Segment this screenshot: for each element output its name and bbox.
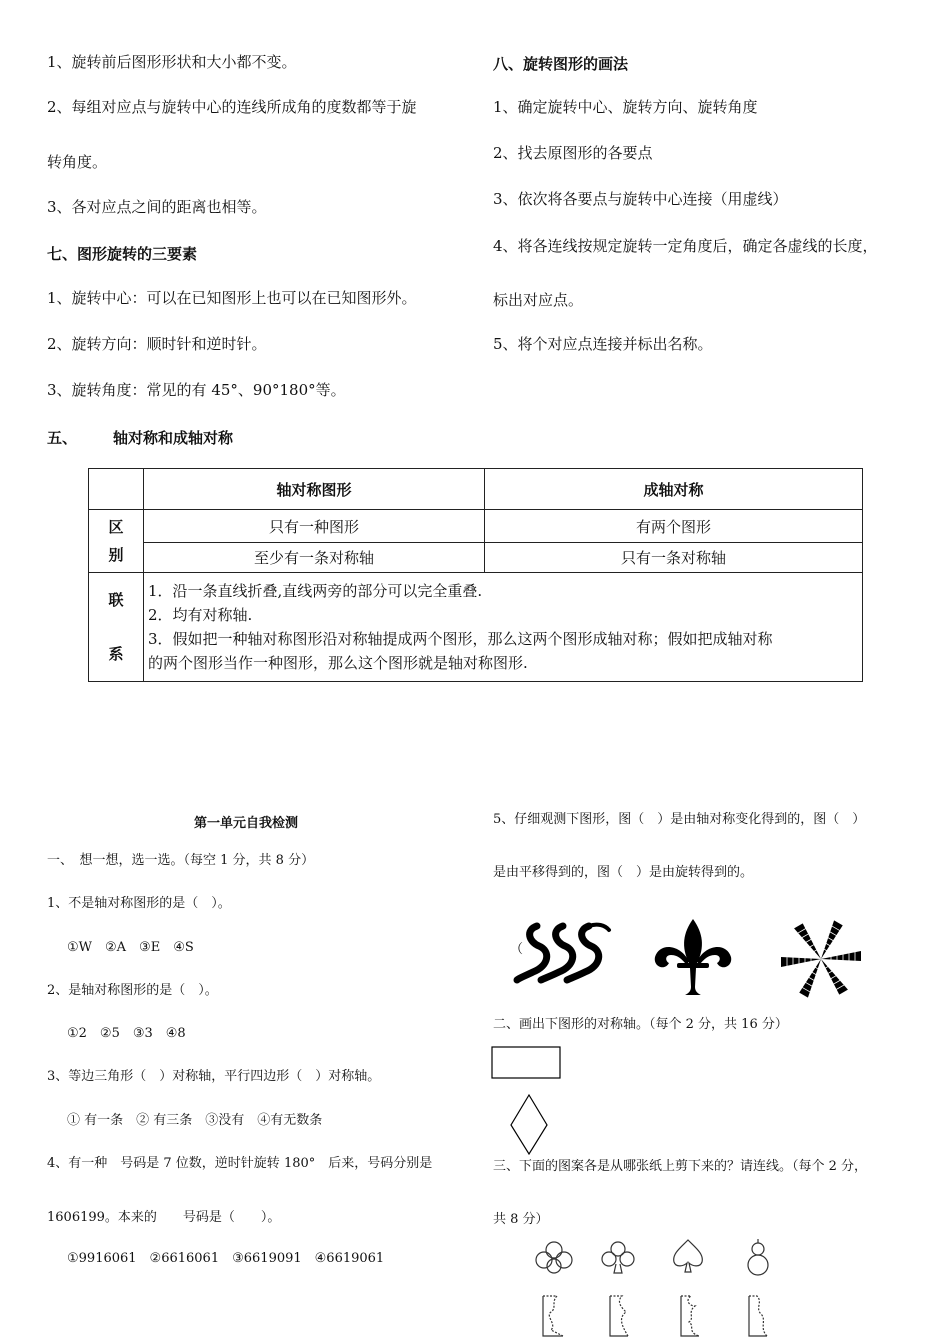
question-3-options: ① 有一条 ② 有三条 ③没有 ④有无数条	[67, 1113, 323, 1128]
figure-paren: （	[510, 942, 524, 957]
method-step-1: 1、确定旋转中心、旋转方向、旋转角度	[493, 98, 758, 116]
connection-line: 2．均有对称轴.	[148, 606, 253, 624]
connection-label: 联 系	[89, 573, 144, 682]
question-3: 3、等边三角形（ ）对称轴，平行四边形（ ）对称轴。	[47, 1069, 381, 1084]
table-corner-cell	[89, 469, 144, 510]
pinwheel-figure-icon	[776, 914, 866, 1004]
method-step-3: 3、依次将各要点与旋转中心连接（用虚线）	[493, 190, 788, 208]
question-4-options: ①9916061 ②6616061 ③6619091 ④6619061	[67, 1251, 385, 1266]
method-step-4-line2: 标出对应点。	[493, 291, 584, 309]
fleur-de-lis-icon	[651, 917, 735, 997]
question-1-options: ①W ②A ③E ④S	[67, 940, 194, 955]
property-2-line2: 转角度。	[47, 153, 108, 171]
connection-cell	[144, 573, 863, 682]
question-2-options: ①2 ②5 ③3 ④8	[67, 1026, 186, 1041]
section-five-number: 五、	[47, 429, 78, 447]
question-4-line2: 1606199。本来的 号码是（ ）。	[47, 1210, 281, 1225]
method-step-5: 5、将个对应点连接并标出名称。	[493, 335, 713, 353]
diff-cell: 只有一种图形	[144, 510, 485, 543]
diff-cell: 只有一条对称轴	[485, 543, 863, 573]
gourd-pattern-icon	[743, 1238, 773, 1278]
connection-line: 1．沿一条直线折叠,直线两旁的部分可以完全重叠.	[148, 582, 483, 600]
element-angle: 3、旋转角度：常见的有 45°、90°180°等。	[47, 381, 346, 399]
diff-cell: 有两个图形	[485, 510, 863, 543]
folded-paper-c-icon	[675, 1294, 705, 1338]
quiz-section-three-line2: 共 8 分）	[493, 1212, 549, 1227]
difference-label: 区 别	[89, 510, 144, 573]
element-direction: 2、旋转方向：顺时针和逆时针。	[47, 335, 267, 353]
method-step-2: 2、找去原图形的各要点	[493, 144, 653, 162]
question-5-line2: 是由平移得到的，图（ ）是由旋转得到的。	[493, 865, 754, 880]
spade-pattern-icon	[670, 1238, 706, 1276]
folded-paper-a-icon	[537, 1294, 567, 1338]
header-axial-symmetric-figure: 轴对称图形	[144, 469, 485, 510]
connection-line: 的两个图形当作一种图形，那么这个图形就是轴对称图形.	[148, 654, 528, 672]
question-5-line1: 5、仔细观测下图形，图（ ）是由轴对称变化得到的，图（ ）	[493, 812, 866, 827]
diff-cell: 至少有一条对称轴	[144, 543, 485, 573]
section-five-title: 轴对称和成轴对称	[113, 429, 234, 447]
heading-eight: 八、旋转图形的画法	[493, 55, 629, 73]
property-1: 1、旋转前后图形形状和大小都不变。	[47, 53, 297, 71]
element-center: 1、旋转中心：可以在已知图形上也可以在已知图形外。	[47, 289, 417, 307]
property-2-line1: 2、每组对应点与旋转中心的连线所成角的度数都等于旋	[47, 98, 417, 116]
folded-paper-b-icon	[604, 1294, 634, 1338]
club-pattern-icon	[533, 1240, 575, 1276]
question-1: 1、不是轴对称图形的是（ ）。	[47, 896, 231, 911]
question-2: 2、是轴对称图形的是（ ）。	[47, 983, 218, 998]
quiz-section-three-line1: 三、下面的图案各是从哪张纸上剪下来的？请连线。（每个 2 分，	[493, 1159, 868, 1174]
method-step-4-line1: 4、将各连线按规定旋转一定角度后，确定各虚线的长度，	[493, 237, 878, 255]
rectangle-shape-icon	[491, 1046, 562, 1080]
quiz-section-two: 二、画出下图形的对称轴。（每个 2 分，共 16 分）	[493, 1017, 788, 1032]
quiz-title: 第一单元自我检测	[194, 816, 299, 831]
wave-figure-icon	[515, 920, 615, 988]
folded-paper-d-icon	[743, 1294, 773, 1338]
quiz-section-one: 一、 想一想，选一选。（每空 1 分，共 8 分）	[47, 853, 315, 868]
header-mutual-axial-symmetry: 成轴对称	[485, 469, 863, 510]
symmetry-comparison-table	[88, 468, 863, 682]
question-4-line1: 4、有一种 号码是 7 位数，逆时针旋转 180° 后来，号码分别是	[47, 1156, 433, 1171]
connection-line: 3．假如把一种轴对称图形沿对称轴提成两个图形，那么这两个图形成轴对称；假如把成轴对称	[148, 630, 773, 648]
property-3: 3、各对应点之间的距离也相等。	[47, 198, 267, 216]
heading-seven: 七、图形旋转的三要素	[47, 245, 198, 263]
clover-pattern-icon	[600, 1240, 636, 1276]
diamond-shape-icon	[509, 1094, 549, 1156]
